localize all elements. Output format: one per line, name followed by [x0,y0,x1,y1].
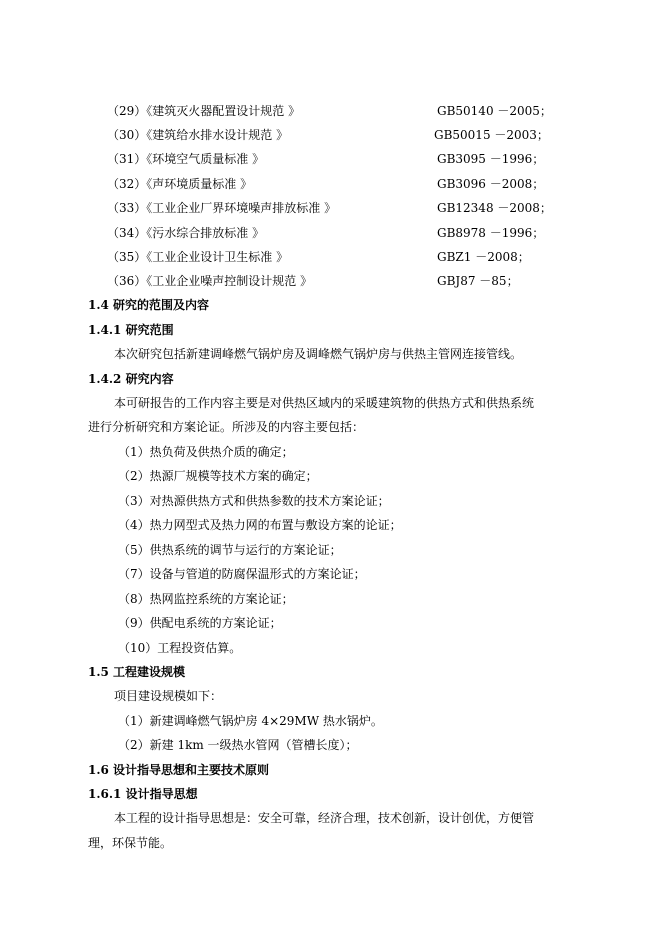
list-item: （7）设备与管道的防腐保温形式的方案论证； [118,567,366,581]
section-heading-1-6-1: 1.6.1 设计指导思想 [88,787,198,801]
section-heading-1-4-1: 1.4.1 研究范围 [88,323,174,337]
standard-code: GB8978 －1996； [437,226,545,240]
list-item: （4）热力网型式及热力网的布置与敷设方案的论证； [118,518,402,532]
standard-title: （35）《工业企业设计卫生标准 》 [107,250,289,264]
paragraph-line: 本可研报告的工作内容主要是对供热区域内的采暖建筑物的供热方式和供热系统 [114,396,535,410]
standard-title: （31）《环境空气质量标准 》 [107,152,265,166]
standard-title: （34）《污水综合排放标准 》 [107,226,265,240]
list-item: （1）热负荷及供热介质的确定； [118,445,294,459]
standard-title: （36）《工业企业噪声控制设计规范 》 [107,274,313,288]
standard-code: GB50140 －2005； [437,104,552,118]
list-item: （8）热网监控系统的方案论证； [118,592,294,606]
paragraph: 项目建设规模如下： [114,689,223,703]
standard-code: GB12348 －2008； [437,201,552,215]
section-heading-1-6: 1.6 设计指导思想和主要技术原则 [88,763,270,777]
section-heading-1-4: 1.4 研究的范围及内容 [88,298,210,312]
paragraph-line: 理，环保节能。 [88,836,173,850]
list-item: （2）新建 1km 一级热水管网（管槽长度）； [118,738,358,752]
list-item: （1）新建调峰燃气锅炉房 4×29MW 热水锅炉。 [118,714,383,728]
standard-code: GB3096 －2008； [437,177,545,191]
list-item: （5）供热系统的调节与运行的方案论证； [118,543,342,557]
standard-code: GB3095 －1996； [437,152,545,166]
standard-code: GB50015 －2003； [434,128,549,142]
standard-title: （29）《建筑灭火器配置设计规范 》 [107,104,301,118]
list-item: （9）供配电系统的方案论证； [118,616,282,630]
paragraph-line: 进行分析研究和方案论证。所涉及的内容主要包括： [88,420,365,434]
standard-code: GBZ1 －2008； [437,250,530,264]
standard-title: （32）《声环境质量标准 》 [107,177,253,191]
section-heading-1-5: 1.5 工程建设规模 [88,665,186,679]
standard-title: （33）《工业企业厂界环境噪声排放标准 》 [107,201,337,215]
paragraph: 本次研究包括新建调峰燃气锅炉房及调峰燃气锅炉房与供热主管网连接管线。 [114,347,523,361]
list-item: （3）对热源供热方式和供热参数的技术方案论证； [118,494,390,508]
standard-title: （30）《建筑给水排水设计规范 》 [107,128,289,142]
list-item: （2）热源厂规模等技术方案的确定； [118,469,318,483]
standard-code: GBJ87 －85； [437,274,519,288]
list-item: （10）工程投资估算。 [118,641,242,655]
paragraph-line: 本工程的设计指导思想是：安全可靠，经济合理，技术创新，设计创优，方便管 [114,811,535,825]
section-heading-1-4-2: 1.4.2 研究内容 [88,372,174,386]
